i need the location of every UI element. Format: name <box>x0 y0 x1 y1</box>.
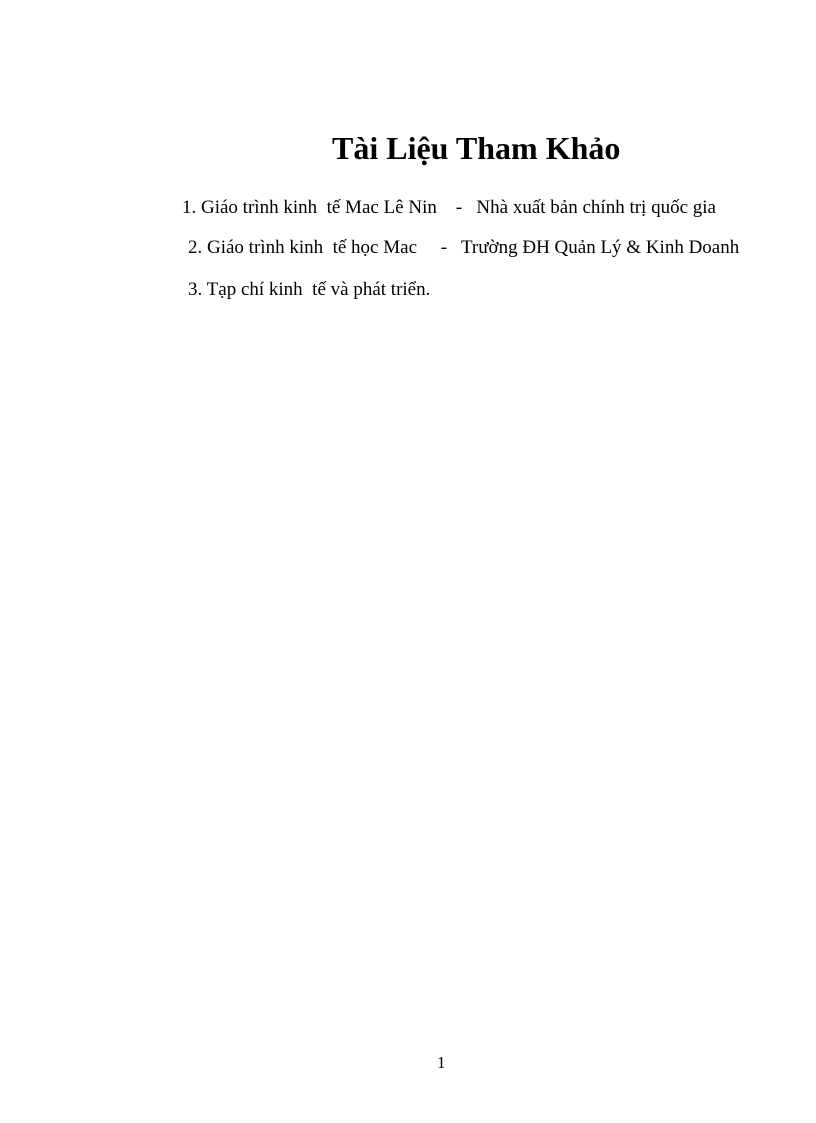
reference-item-3: 3. Tạp chí kinh tế và phát triển. <box>188 279 431 300</box>
reference-item-1: 1. Giáo trình kinh tế Mac Lê Nin - Nhà xuất bản chính trị quốc gia <box>182 197 716 218</box>
page-number: 1 <box>437 1053 446 1072</box>
page-title: Tài Liệu Tham Khảo <box>332 130 621 166</box>
reference-item-2: 2. Giáo trình kinh tế học Mac - Trường ĐH Quản Lý & Kinh Doanh <box>188 237 740 258</box>
